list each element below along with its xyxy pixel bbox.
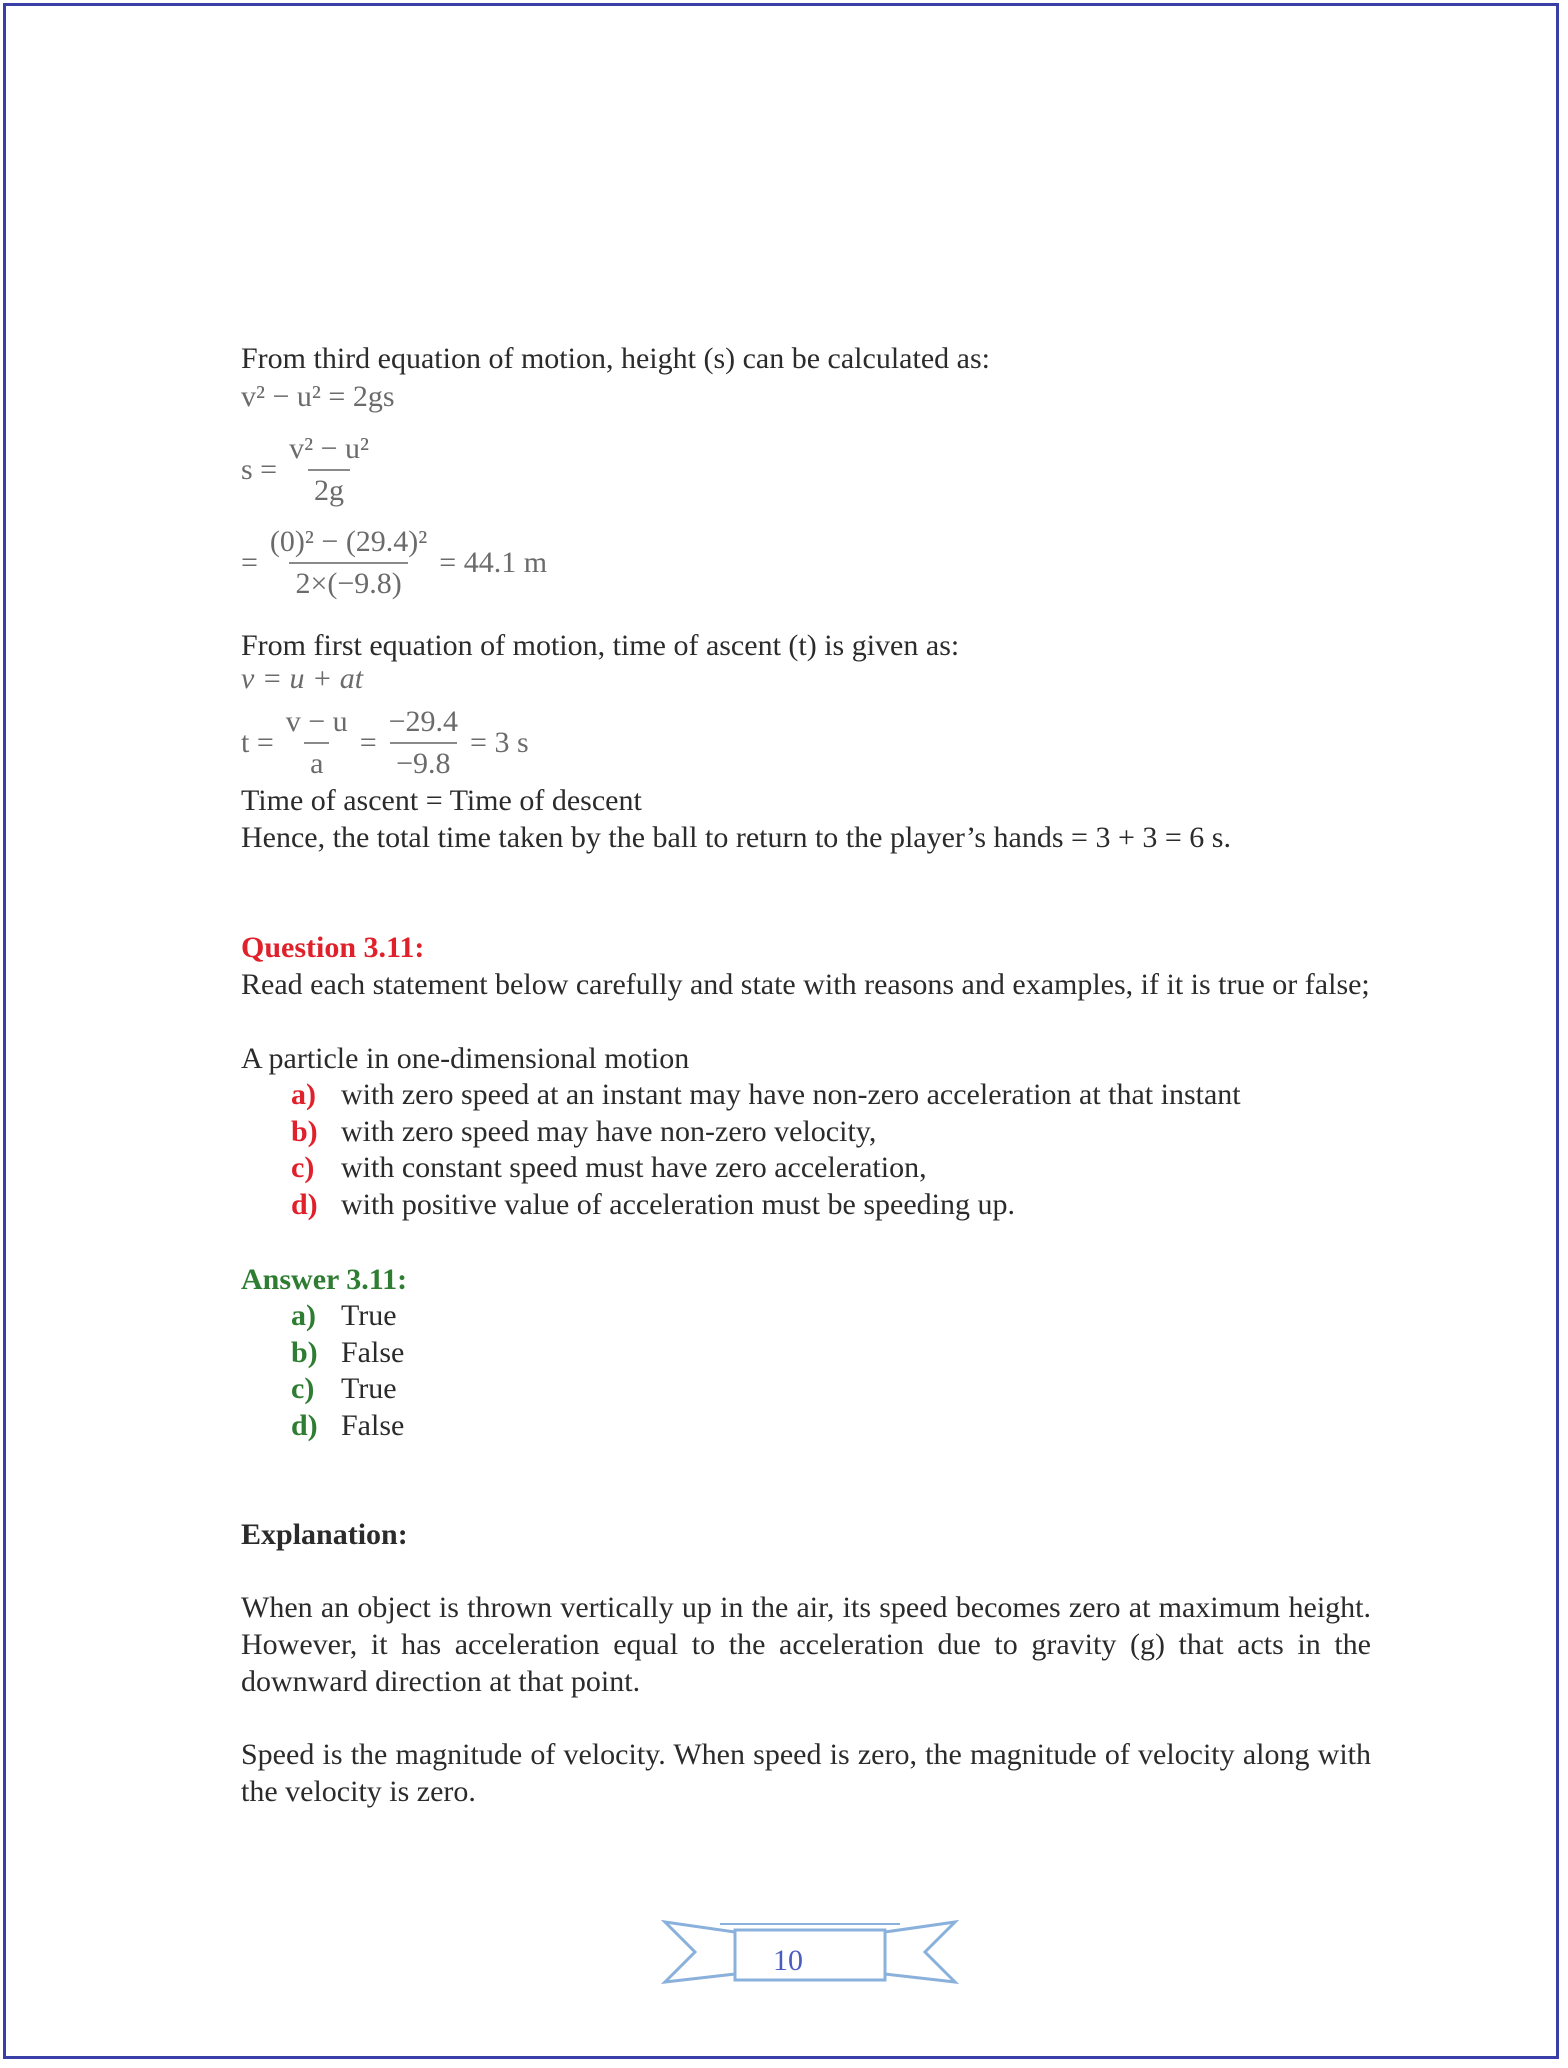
fraction-denominator: 2×(−9.8) — [289, 562, 407, 601]
fraction — [280, 705, 354, 781]
fraction-numerator: v − u — [285, 705, 348, 738]
question-title: Question 3.11: — [241, 931, 425, 964]
list-marker: a) — [291, 1299, 316, 1332]
explanation-paragraph-1: When an object is thrown vertically up in the air, its speed becomes zero at maximum height. However, it has acceleration equal to the acceleration due to gravity (g) that acts in the downward direction at that point. — [241, 1591, 1371, 1698]
equation-label: s = — [241, 453, 278, 486]
answer-list — [291, 1298, 404, 1444]
list-text: True — [341, 1372, 397, 1405]
list-marker: d) — [291, 1187, 318, 1221]
list-text: with zero speed may have non-zero velocity, — [341, 1114, 877, 1148]
fraction-numerator: (0)² − (29.4)² — [269, 525, 428, 558]
list-item — [291, 1077, 1241, 1114]
equation-height-formula — [241, 432, 381, 508]
list-item — [291, 1114, 1241, 1151]
page-number: 10 — [773, 1944, 803, 1977]
fraction — [283, 432, 375, 508]
list-marker: c) — [291, 1372, 315, 1405]
explanation-title: Explanation: — [241, 1518, 408, 1551]
list-text: False — [341, 1335, 405, 1369]
fraction-numerator: v² − u² — [289, 432, 370, 465]
explanation-paragraph-2: Speed is the magnitude of velocity. When speed is zero, the magnitude of velocity along with the velocity is zero. — [241, 1738, 1371, 1808]
list-text: False — [341, 1408, 405, 1442]
fraction — [264, 525, 433, 601]
list-item — [291, 1371, 404, 1408]
list-item — [291, 1187, 1241, 1224]
equation-label: t = — [241, 726, 274, 759]
list-item — [291, 1335, 404, 1372]
question-intro: A particle in one-dimensional motion — [241, 1042, 690, 1075]
question-list — [291, 1077, 1241, 1223]
equation-result: = 3 s — [470, 726, 529, 759]
list-item — [291, 1408, 404, 1445]
equation-third-motion: v² − u² = 2gs — [241, 380, 395, 413]
equation-first-motion: v = u + at — [241, 662, 364, 695]
list-text: with zero speed at an instant may have non-zero acceleration at that instant — [341, 1078, 1241, 1111]
list-marker: b) — [291, 1335, 318, 1369]
paragraph-total-time: Hence, the total time taken by the ball to return to the player’s hands = 3 + 3 = 6 s. — [241, 821, 1231, 854]
list-item — [291, 1298, 404, 1335]
paragraph-third-equation: From third equation of motion, height (s) can be calculated as: — [241, 342, 990, 375]
list-marker: b) — [291, 1114, 318, 1148]
fraction — [383, 705, 464, 781]
equation-time-ascent — [241, 705, 529, 781]
list-marker: c) — [291, 1151, 315, 1184]
fraction-denominator: −9.8 — [390, 742, 456, 781]
paragraph-ascent-descent: Time of ascent = Time of descent — [241, 784, 642, 817]
list-marker: a) — [291, 1078, 316, 1111]
equation-equals: = — [359, 726, 377, 759]
answer-title: Answer 3.11: — [241, 1263, 408, 1296]
list-text: True — [341, 1299, 397, 1332]
fraction-numerator: −29.4 — [388, 705, 459, 738]
paragraph-first-equation: From first equation of motion, time of ascent (t) is given as: — [241, 629, 960, 662]
list-text: with constant speed must have zero acceleration, — [341, 1151, 927, 1184]
question-text: Read each statement below carefully and state with reasons and examples, if it is true or false; — [241, 968, 1370, 1001]
list-text: with positive value of acceleration must be speeding up. — [341, 1187, 1015, 1221]
equation-result: = 44.1 m — [439, 546, 548, 579]
equation-height-value — [241, 525, 547, 601]
fraction-denominator: 2g — [308, 469, 350, 508]
list-item — [291, 1150, 1241, 1187]
fraction-denominator: a — [304, 742, 329, 781]
equation-label: = — [241, 546, 258, 579]
list-marker: d) — [291, 1408, 318, 1442]
